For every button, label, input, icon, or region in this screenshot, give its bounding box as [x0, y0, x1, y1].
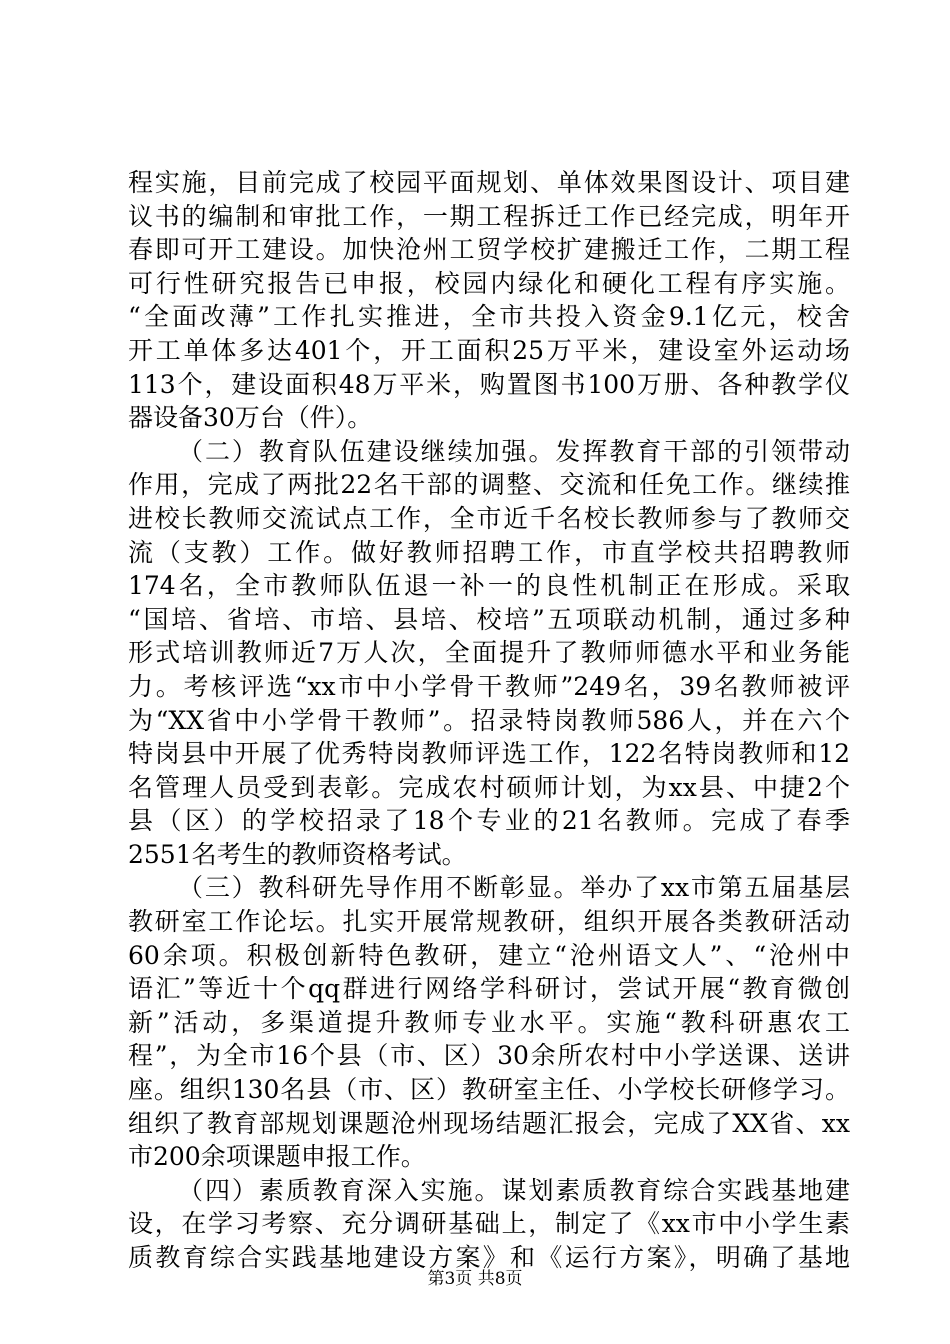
- text-line: 县（区）的学校招录了18个专业的21名教师。完成了春季: [128, 806, 850, 836]
- text-line: 程实施，目前完成了校园平面规划、单体效果图设计、项目建: [128, 168, 850, 197]
- text-line: （三）教科研先导作用不断彰显。举办了xx市第五届基层: [178, 873, 850, 903]
- text-line: 语汇”等近十个qq群进行网络学科研讨，尝试开展“教育微创: [128, 974, 850, 1004]
- text-line: （四）素质教育深入实施。谋划素质教育综合实践基地建: [178, 1175, 850, 1205]
- text-line: 议书的编制和审批工作，一期工程拆迁工作已经完成，明年开: [128, 201, 850, 231]
- text-line: 教研室工作论坛。扎实开展常规教研，组织开展各类教研活动: [128, 907, 850, 937]
- text-line: 特岗县中开展了优秀特岗教师评选工作，122名特岗教师和12: [128, 739, 850, 769]
- text-line: 2551名考生的教师资格考试。: [128, 839, 467, 869]
- text-line: 程”，为全市16个县（市、区）30余所农村中小学送课、送讲: [128, 1041, 850, 1071]
- text-line: 设，在学习考察、充分调研基础上，制定了《xx市中小学生素: [128, 1209, 850, 1239]
- text-line: 器设备30万台（件）。: [128, 403, 373, 433]
- text-line: 形式培训教师近7万人次，全面提升了教师师德水平和业务能: [128, 638, 850, 668]
- text-line: 流（支教）工作。做好教师招聘工作，市直学校共招聘教师: [128, 537, 850, 567]
- text-line: 组织了教育部规划课题沧州现场结题汇报会，完成了XX省、xx: [128, 1108, 850, 1138]
- text-line: 进校长教师交流试点工作，全市近千名校长教师参与了教师交: [128, 503, 850, 533]
- text-line: 市200余项课题申报工作。: [128, 1142, 426, 1172]
- text-line: 质教育综合实践基地建设方案》和《运行方案》，明确了基地: [128, 1243, 850, 1272]
- text-line: 开工单体多达401个，开工面积25万平米，建设室外运动场: [128, 335, 850, 365]
- text-line: 60余项。积极创新特色教研，建立“沧州语文人”、“沧州中: [128, 940, 850, 970]
- text-line: 174名，全市教师队伍退一补一的良性机制正在形成。采取: [128, 571, 850, 601]
- text-line: 113个，建设面积48万平米，购置图书100万册、各种教学仪: [128, 369, 850, 399]
- text-line: 座。组织130名县（市、区）教研室主任、小学校长研修学习。: [128, 1075, 850, 1105]
- page-footer: 第3页 共8页: [427, 1269, 523, 1289]
- text-line: （二）教育队伍建设继续加强。发挥教育干部的引领带动: [178, 436, 850, 466]
- document-body: [128, 166, 850, 1275]
- text-line: 春即可开工建设。加快沧州工贸学校扩建搬迁工作，二期工程: [128, 235, 850, 265]
- text-line: “全面改薄”工作扎实推进，全市共投入资金9.1亿元，校舍: [128, 302, 850, 332]
- text-line: 可行性研究报告已申报，校园内绿化和硬化工程有序实施。: [128, 268, 850, 298]
- text-line: 新”活动，多渠道提升教师专业水平。实施“教科研惠农工: [128, 1007, 850, 1037]
- text-line: 名管理人员受到表彰。完成农村硕师计划，为xx县、中捷2个: [128, 772, 850, 802]
- text-line: 为“XX省中小学骨干教师”。招录特岗教师586人，并在六个: [128, 705, 850, 735]
- text-line: 力。考核评选“xx市中小学骨干教师”249名，39名教师被评: [128, 671, 850, 701]
- text-line: 作用，完成了两批22名干部的调整、交流和任免工作。继续推: [128, 470, 850, 500]
- text-line: “国培、省培、市培、县培、校培”五项联动机制，通过多种: [128, 604, 850, 634]
